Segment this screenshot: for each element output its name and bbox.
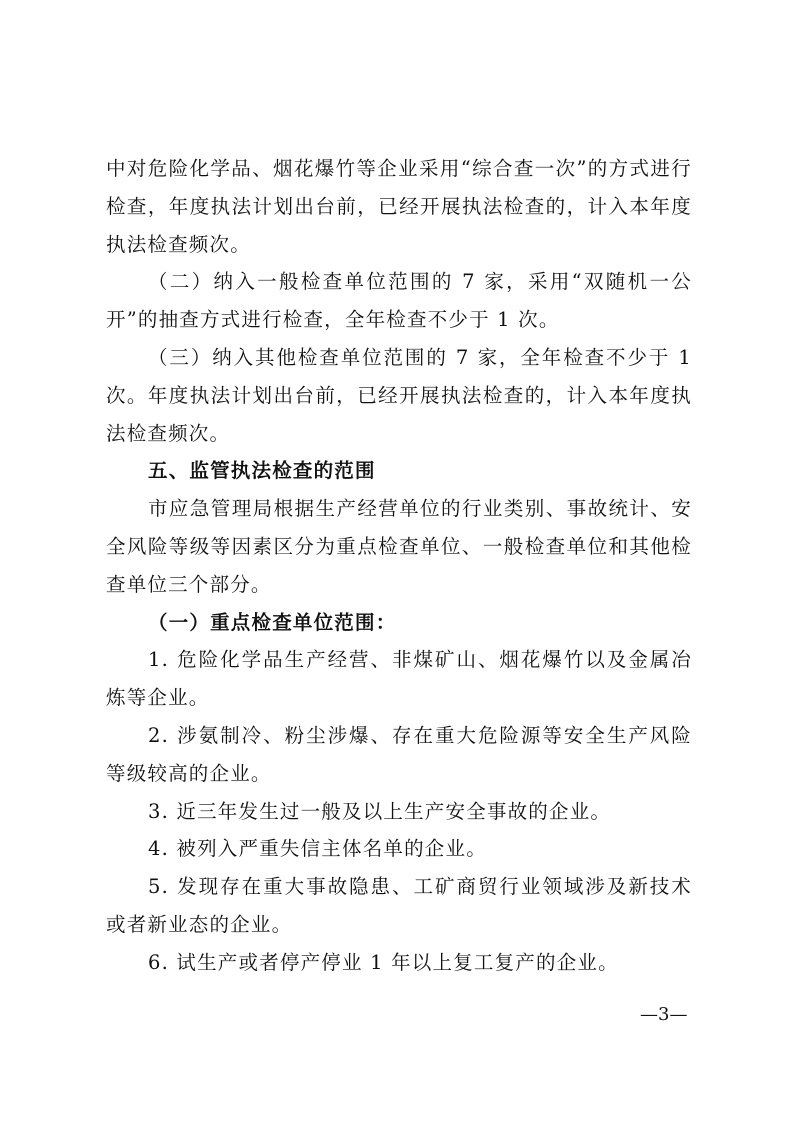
paragraph-scope-intro: 市应急管理局根据生产经营单位的行业类别、事故统计、安全风险等级等因素区分为重点检查单位、一般检查单位和其他检查单位三个部分。 <box>106 497 692 596</box>
section-heading-5: 五、监管执法检查的范围 <box>148 459 376 483</box>
paragraph-item-3: （三）纳入其他检查单位范围的 7 家，全年检查不少于 1 次。年度执法计划出台前，已经开展执法检查的，计入本年度执法检查频次。 <box>106 345 692 445</box>
list-item-1: 1. 危险化学品生产经营、非煤矿山、烟花爆竹以及金属冶炼等企业。 <box>106 648 692 710</box>
list-item-3: 3. 近三年发生过一般及以上生产安全事故的企业。 <box>148 799 612 823</box>
list-item-5: 5. 发现存在重大事故隐患、工矿商贸行业领域涉及新技术或者新业态的企业。 <box>106 875 692 936</box>
paragraph-item-2: （二）纳入一般检查单位范围的 7 家，采用“双随机一公开”的抽查方式进行检查，全年检查不少于 1 次。 <box>106 270 692 332</box>
list-item-2: 2. 涉氨制冷、粉尘涉爆、存在重大危险源等安全生产风险等级较高的企业。 <box>106 723 692 785</box>
list-item-4: 4. 被列入严重失信主体名单的企业。 <box>148 837 487 861</box>
list-item-6: 6. 试生产或者停产停业 1 年以上复工复产的企业。 <box>148 950 619 974</box>
page-number: —3— <box>640 1004 688 1025</box>
subheading-key-units: （一）重点检查单位范围： <box>148 610 397 634</box>
body-text <box>106 150 692 982</box>
paragraph-continuation: 中对危险化学品、烟花爆竹等企业采用“综合查一次”的方式进行检查，年度执法计划出台前，已经开展执法检查的，计入本年度执法检查频次。 <box>106 157 692 256</box>
